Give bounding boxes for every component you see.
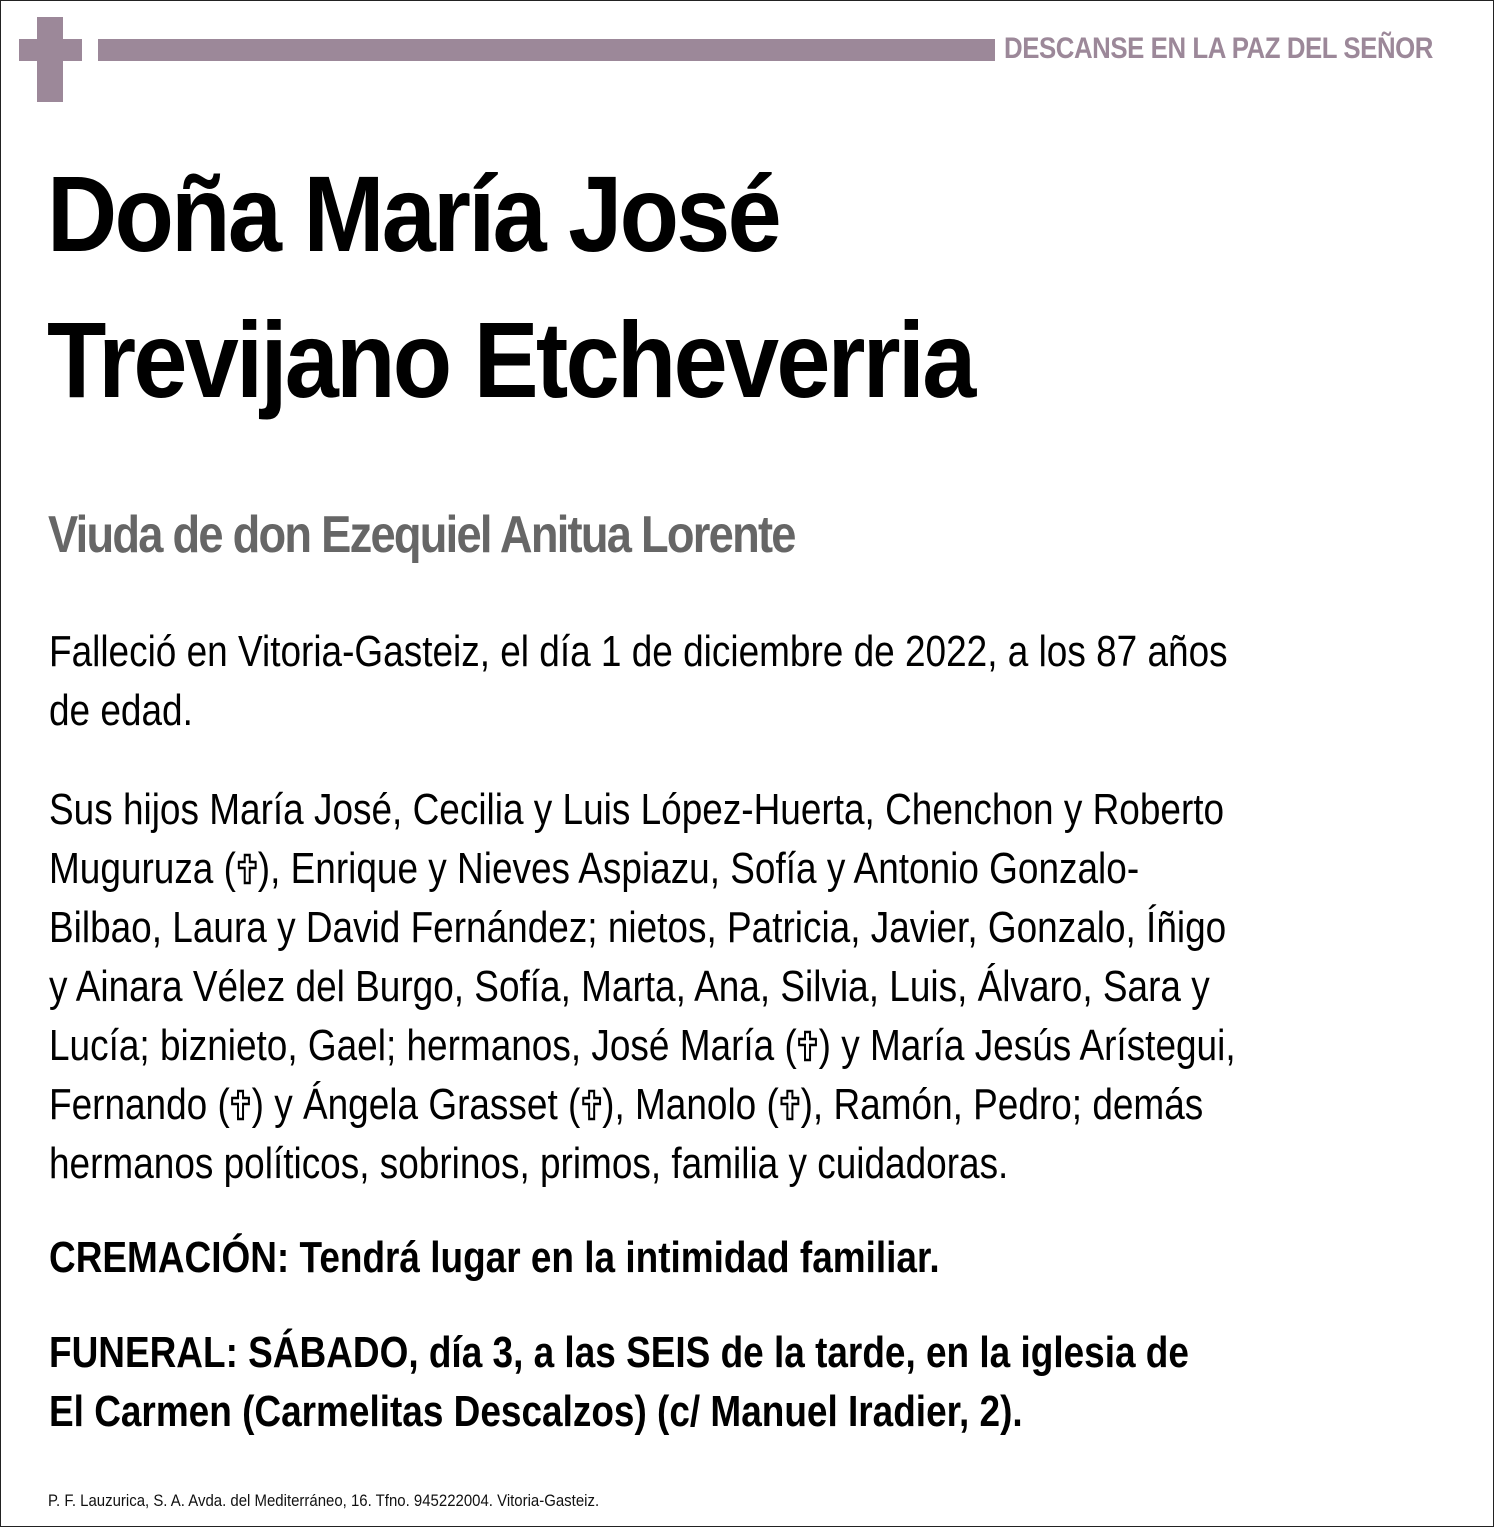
family-line: Sus hijos María José, Cecilia y Luis López-Huerta, Chenchon y Roberto: [49, 785, 1225, 834]
funeral-notice: [49, 1323, 1189, 1441]
banner-text: DESCANSE EN LA PAZ DEL SEÑOR: [1004, 32, 1434, 65]
outlined-cross-icon: [779, 1088, 801, 1122]
family-line: Muguruza ( ), Enrique y Nieves Aspiazu, Sofía y Antonio Gonzalo-: [49, 844, 1140, 893]
cremation-text: CREMACIÓN: Tendrá lugar en la intimidad familiar.: [49, 1233, 940, 1282]
family-line: Lucía; biznieto, Gael; hermanos, José María ( ) y María Jesús Arístegui,: [49, 1021, 1236, 1070]
cremation-notice: [49, 1228, 940, 1287]
name-line-1: Doña María José: [47, 153, 779, 274]
family-line: hermanos políticos, sobrinos, primos, familia y cuidadoras.: [49, 1139, 1009, 1188]
death-notice: [49, 622, 1228, 740]
outlined-cross-icon: [236, 852, 258, 886]
family-line: Fernando ( ) y Ángela Grasset ( ), Manolo ( ), Ramón, Pedro; demás: [49, 1080, 1204, 1129]
outlined-cross-icon: [797, 1029, 819, 1063]
funeral-line: FUNERAL: SÁBADO, día 3, a las SEIS de la tarde, en la iglesia de: [49, 1328, 1189, 1377]
cross-icon-bar: [19, 39, 82, 61]
family-line: Bilbao, Laura y David Fernández; nietos, Patricia, Javier, Gonzalo, Íñigo: [49, 903, 1227, 952]
widow-subtitle: Viuda de don Ezequiel Anitua Lorente: [48, 506, 795, 564]
outlined-cross-icon: [230, 1088, 252, 1122]
death-notice-line: de edad.: [49, 686, 193, 735]
family-line: y Ainara Vélez del Burgo, Sofía, Marta, Ana, Silvia, Luis, Álvaro, Sara y: [49, 962, 1210, 1011]
deceased-name: [47, 141, 974, 433]
funeral-line: El Carmen (Carmelitas Descalzos) (c/ Manuel Iradier, 2).: [49, 1387, 1023, 1436]
family-list: [49, 780, 1236, 1193]
funeral-home-footer: P. F. Lauzurica, S. A. Avda. del Mediterráneo, 16. Tfno. 945222004. Vitoria-Gasteiz.: [48, 1491, 600, 1510]
name-line-2: Trevijano Etcheverria: [47, 299, 974, 420]
outlined-cross-icon: [580, 1088, 602, 1122]
header-rule: [98, 39, 995, 61]
death-notice-line: Falleció en Vitoria-Gasteiz, el día 1 de diciembre de 2022, a los 87 años: [49, 627, 1228, 676]
